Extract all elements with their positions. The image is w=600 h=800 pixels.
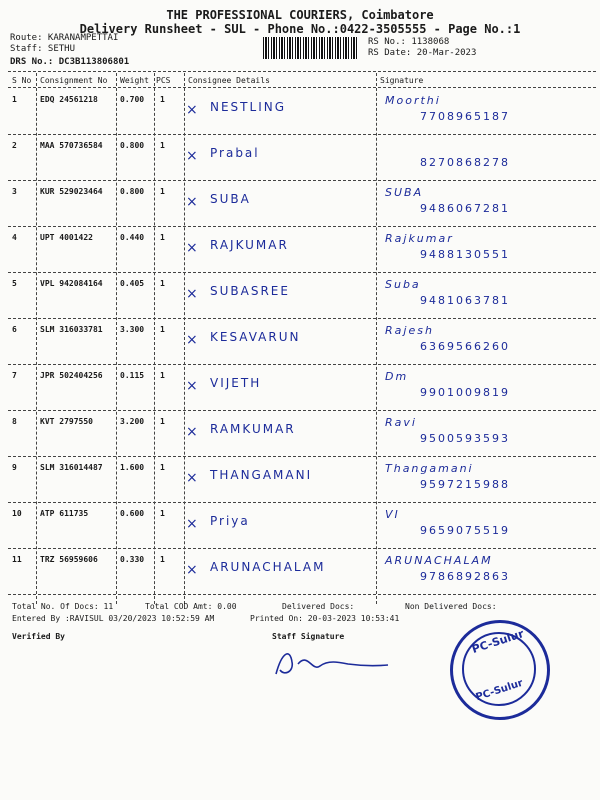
route-label: Route: KARANAMPETTAI [10,33,119,43]
verified-by: Verified By [12,632,65,641]
barcode [263,37,358,59]
row-signature: Rajesh [385,324,434,337]
col-consignee: Consignee Details [188,76,270,85]
row-phone: 9488130551 [420,248,510,261]
tick-mark: × [186,194,200,210]
rs-number: RS No.: 1138068 [368,37,450,47]
row-phone: 9659075519 [420,524,510,537]
tick-mark: × [186,332,200,348]
row-consignment: SLM 316014487 [40,463,103,472]
row-weight: 0.700 [120,95,145,104]
row-consignee-handwritten: KESAVARUN [210,330,301,344]
row-divider [8,272,596,273]
stamp-text-bottom: PC-Sulur [474,677,525,704]
row-signature: ARUNACHALAM [385,554,493,567]
row-pcs: 1 [160,325,165,334]
row-sno: 1 [12,95,17,104]
col-divider [184,73,185,604]
row-sno: 11 [12,555,22,564]
row-sno: 7 [12,371,17,380]
table-header-rule [8,87,596,88]
row-phone: 9500593593 [420,432,510,445]
row-phone: 9481063781 [420,294,510,307]
row-phone: 6369566260 [420,340,510,353]
row-phone: 7708965187 [420,110,510,123]
row-phone: 9486067281 [420,202,510,215]
tick-mark: × [186,240,200,256]
col-divider [154,73,155,604]
row-divider [8,318,596,319]
row-consignment: MAA 570736584 [40,141,103,150]
tick-mark: × [186,102,200,118]
row-signature: Thangamani [385,462,474,475]
tick-mark: × [186,286,200,302]
drs-number: DRS No.: DC3B113806801 [10,57,130,67]
row-divider [8,548,596,549]
tick-mark: × [186,378,200,394]
row-consignee-handwritten: NESTLING [210,100,287,114]
staff-label: Staff: SETHU [10,44,76,54]
row-pcs: 1 [160,555,165,564]
row-sno: 10 [12,509,22,518]
tick-mark: × [186,470,200,486]
row-signature: Ravi [385,416,417,429]
row-consignee-handwritten: RAJKUMAR [210,238,289,252]
row-signature: VI [385,508,400,521]
row-sno: 5 [12,279,17,288]
row-consignment: VPL 942084164 [40,279,103,288]
row-phone: 9901009819 [420,386,510,399]
row-consignee-handwritten: SUBASREE [210,284,290,298]
row-divider [8,364,596,365]
col-pcs: PCS [156,76,171,85]
row-signature: Moorthi [385,94,441,107]
row-divider [8,410,596,411]
row-consignment: EDQ 24561218 [40,95,98,104]
row-sno: 9 [12,463,17,472]
col-consignment: Consignment No [40,76,108,85]
row-weight: 3.300 [120,325,145,334]
row-sno: 6 [12,325,17,334]
row-sno: 2 [12,141,17,150]
row-consignment: KUR 529023464 [40,187,103,196]
row-weight: 0.405 [120,279,145,288]
row-sno: 4 [12,233,17,242]
table-top-rule [8,71,596,72]
row-consignee-handwritten: THANGAMANI [210,468,313,482]
row-consignment: SLM 316033781 [40,325,103,334]
row-weight: 3.200 [120,417,145,426]
row-pcs: 1 [160,463,165,472]
printed-on: Printed On: 20-03-2023 10:53:41 [250,614,400,623]
row-signature: Rajkumar [385,232,454,245]
row-phone: 9786892863 [420,570,510,583]
tick-mark: × [186,562,200,578]
row-consignment: UPT 4001422 [40,233,93,242]
row-consignee-handwritten: Priya [210,514,250,528]
row-pcs: 1 [160,371,165,380]
stamp-text-top: PC-Sulur [470,627,526,656]
tick-mark: × [186,516,200,532]
col-signature: Signature [380,76,424,85]
row-weight: 0.800 [120,187,145,196]
staff-signature [268,642,393,682]
row-signature: SUBA [385,186,424,199]
col-sno: S No [12,76,32,85]
row-consignment: KVT 2797550 [40,417,93,426]
pc-sulur-stamp [450,620,550,720]
row-divider [8,594,596,595]
row-weight: 1.600 [120,463,145,472]
non-delivered-docs: Non Delivered Docs: [405,602,497,611]
delivered-docs: Delivered Docs: [282,602,355,611]
row-weight: 0.440 [120,233,145,242]
row-consignee-handwritten: ARUNACHALAM [210,560,326,574]
col-divider [36,73,37,604]
row-weight: 0.600 [120,509,145,518]
tick-mark: × [186,148,200,164]
row-consignee-handwritten: VIJETH [210,376,262,390]
row-pcs: 1 [160,95,165,104]
row-sno: 8 [12,417,17,426]
total-docs: Total No. Of Docs: 11 [12,602,114,611]
row-consignee-handwritten: Prabal [210,146,260,160]
row-pcs: 1 [160,279,165,288]
row-consignment: ATP 611735 [40,509,89,518]
company-title: THE PROFESSIONAL COURIERS, Coimbatore [166,8,434,22]
row-consignee-handwritten: SUBA [210,192,251,206]
col-weight: Weight [120,76,149,85]
row-divider [8,226,596,227]
runsheet-subtitle: Delivery Runsheet - SUL - Phone No.:0422-3505555 - Page No.:1 [79,22,521,36]
row-pcs: 1 [160,187,165,196]
row-divider [8,456,596,457]
row-consignment: TRZ 56959606 [40,555,98,564]
row-phone: 9597215988 [420,478,510,491]
entered-by: Entered By :RAVISUL 03/20/2023 10:52:59 AM [12,614,215,623]
row-weight: 0.330 [120,555,145,564]
col-divider [376,73,377,604]
total-cod: Total COD Amt: 0.00 [145,602,237,611]
row-weight: 0.115 [120,371,145,380]
row-pcs: 1 [160,509,165,518]
row-pcs: 1 [160,417,165,426]
row-consignment: JPR 502404256 [40,371,103,380]
row-divider [8,134,596,135]
col-divider [116,73,117,604]
row-divider [8,502,596,503]
row-pcs: 1 [160,141,165,150]
rs-date: RS Date: 20-Mar-2023 [368,48,477,58]
row-phone: 8270868278 [420,156,510,169]
row-consignee-handwritten: RAMKUMAR [210,422,296,436]
row-sno: 3 [12,187,17,196]
row-weight: 0.800 [120,141,145,150]
row-signature: Dm [385,370,409,383]
row-signature: Suba [385,278,421,291]
staff-signature-label: Staff Signature [272,632,345,641]
tick-mark: × [186,424,200,440]
row-divider [8,180,596,181]
row-pcs: 1 [160,233,165,242]
